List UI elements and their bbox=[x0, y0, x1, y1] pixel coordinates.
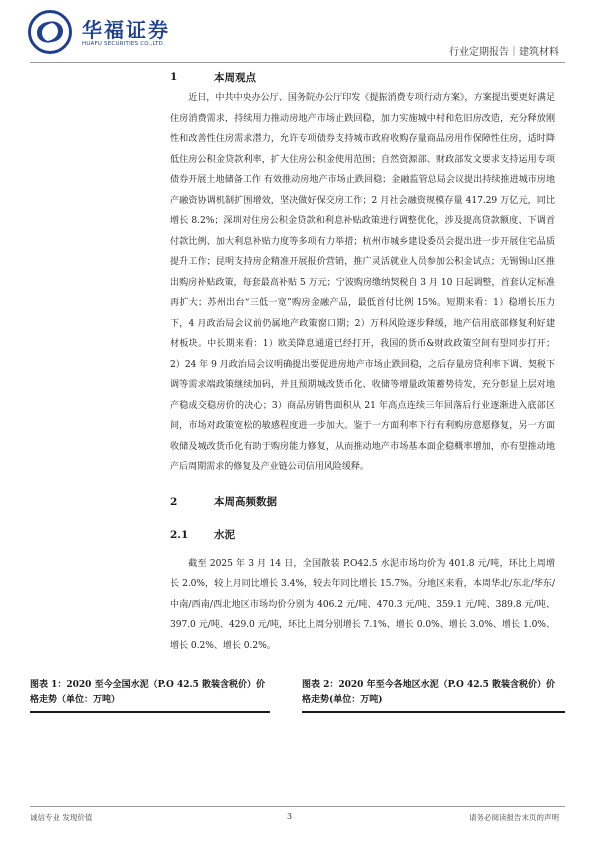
figure-2-caption: 图表 2：2020 年至今各地区水泥（P.O 42.5 散装含税价）价格走势(单位：万吨) bbox=[302, 680, 556, 705]
subsection-title: 水泥 bbox=[214, 529, 235, 541]
section-heading-weekly-view bbox=[170, 66, 555, 88]
figure-captions bbox=[30, 678, 565, 712]
section-title: 本周高频数据 bbox=[214, 496, 277, 508]
subsection-number: 2.1 bbox=[170, 528, 189, 541]
figure-1-rule bbox=[30, 711, 270, 713]
page-header bbox=[0, 0, 595, 64]
footer-divider bbox=[30, 806, 565, 807]
section-title: 本周观点 bbox=[214, 71, 256, 84]
section-number: 1 bbox=[170, 71, 178, 83]
header-divider bbox=[30, 62, 565, 63]
figure-2-rule bbox=[302, 711, 565, 713]
logo-english-name: HUAFU SECURITIES CO.,LTD. bbox=[82, 41, 165, 47]
footer-slogan: 诚信专业 发现价值 bbox=[30, 813, 93, 822]
weekly-view-paragraph: 近日，中共中央办公厅、国务院办公厅印发《提振消费专项行动方案》，方案提出要更好满足住房消费需求，持续用力推动房地产市场止跌回稳，加力实施城中村和危旧房改造，充分释放刚性和改善性住房需求潜力，允许专项债券支持城市政府收购存量商品房用作保障性住房，适时降低住房公积金贷款利率，扩大住房公积金使用范围；自然资源部、财政部发文要求支持运用专项债券开展土地储备工作 有效推动房地产市场止跌回稳；金融监管总局会议提出持续推进城市房地产融资协调机制扩围增效，坚决做好保交房工作；2 月社会融资规模存量 417.29 万亿元，同比增长 8.2%；深圳对住房公积金贷款和利息补贴政策进行调整优化，涉及提高贷款额度、下调首付款比例、加大利息补贴力度等多项有力举措；杭州市城乡建设委员会提出进一步开展住宅品质提升工作；昆明支持房企精准开展报价营销，推广灵活就业人员参加公积金试点；无锡锡山区推出购房补贴政策，每套最高补贴 5 万元；宁波购房缴纳契税自 3 月 10 日起调整，首套认定标准再扩大；苏州出台“三低一宽”购房金融产品，最低首付比例 15%。短期来看：1）稳增长压力下，4 月政治局会议前仍属地产政策窗口期；2）万科风险逐步释缓，地产信用底部修复利好建材板块。中长期来看：1）欧美降息通道已经打开，我国的货币&财政政策空间有望同步打开；2）24 年 9 月政治局会议明确提出要促进房地产市场止跌回稳，之后存量房贷利率下调、契税下调等需求端政策继续加码，并且预期城改货币化、收储等增量政策蓄势待发，充分彰显上层对地产稳成交稳房价的决心；3）商品房销售面积从 21 年高点连续三年回落后行业逐渐进入底部区间，市场对政策宽松的敏感程度进一步加大。鉴于一方面利率下行有利购房意愿修复，另一方面收储及城改货币化有助于购房能力修复，从而推动地产市场基本面企稳概率增加，亦有望推动地产后周期需求的修复及产业链公司信用风险缓释。 bbox=[170, 93, 555, 472]
logo-chinese-name: 华福证券 bbox=[82, 18, 170, 42]
footer-disclaimer: 请务必阅读报告末页的声明 bbox=[469, 813, 559, 822]
figure-1-caption: 图表 1：2020 至今全国水泥（P.O 42.5 散装含税价）价格走势（单位：万吨） bbox=[30, 680, 266, 705]
huafu-logo-icon bbox=[28, 10, 72, 54]
subsection-heading-cement bbox=[170, 524, 555, 546]
report-body bbox=[170, 66, 555, 656]
section-heading-high-frequency-data bbox=[170, 491, 555, 513]
cement-price-paragraph: 截至 2025 年 3 月 14 日，全国散装 P.O42.5 水泥市场均价为 401.8 元/吨，环比上周增长 2.0%，较上月同比增长 3.4%，较去年同比增长 15.7%。分地区来看，本周华北/东北/华东/中南/西南/西北地区市场均价分别为 406.2 元/吨、470.3 元/吨、359.1 元/吨、389.8 元/吨、397.0 元/吨、429.0 元/吨，环比上周分别增长 7.1%、增长 0.0%、增长 3.0%、增长 1.0%、增长 0.2%、增长 0.2%。 bbox=[170, 558, 555, 651]
page-number: 3 bbox=[287, 812, 293, 821]
section-number: 2 bbox=[170, 495, 178, 508]
report-type: 行业定期报告｜建筑材料 bbox=[449, 47, 559, 58]
